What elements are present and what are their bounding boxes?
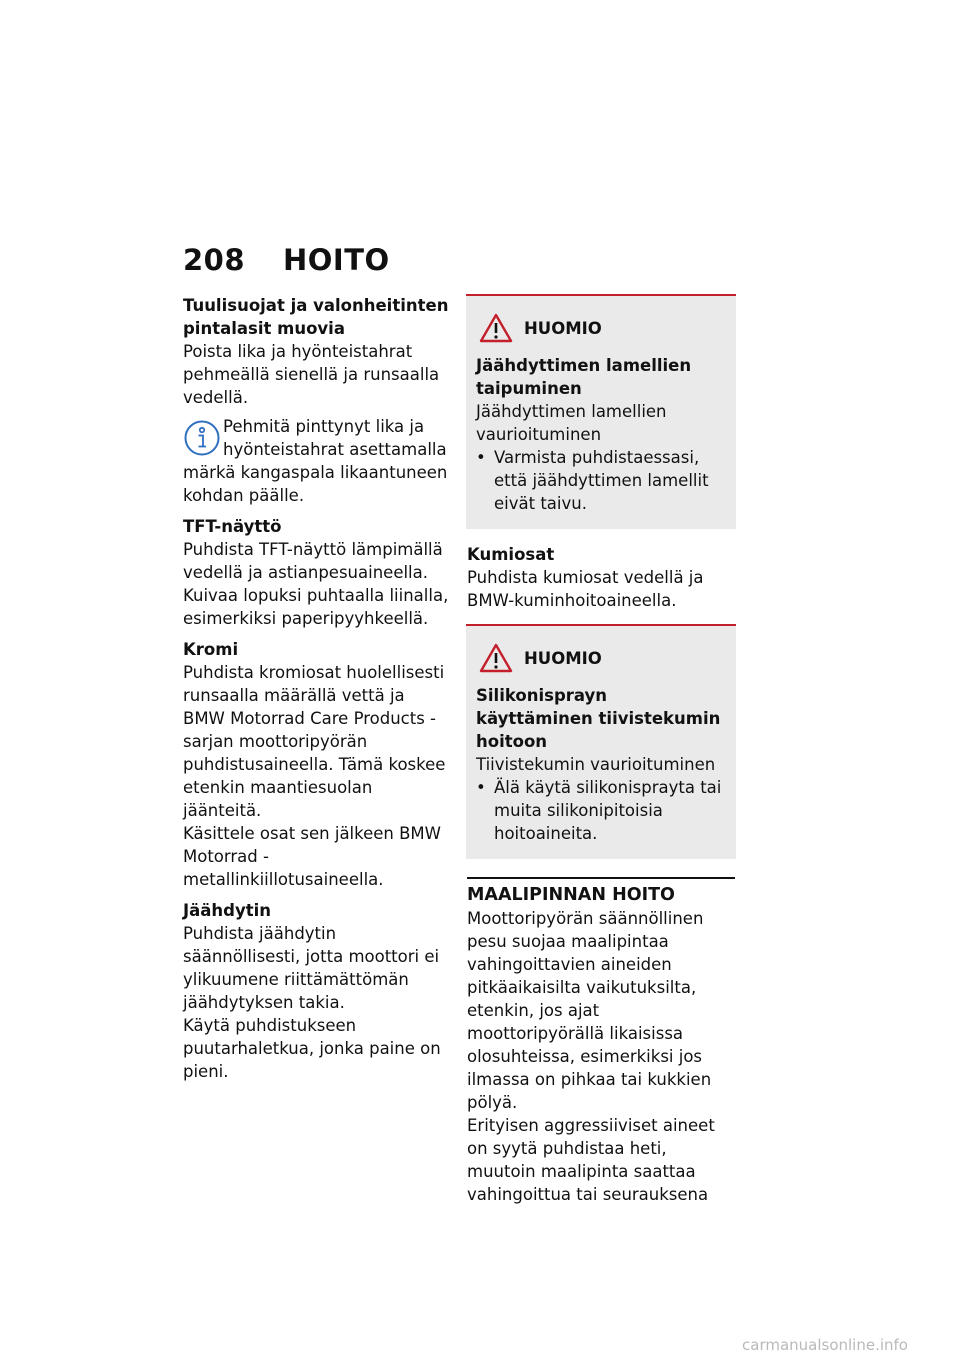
- warning-bullet-text: Varmista puhdistaessasi, että jäähdyttimen lamellit eivät taivu.: [494, 448, 709, 513]
- warning-triangle-icon: [478, 312, 514, 344]
- chrome-heading: Kromi: [183, 640, 239, 659]
- warning-label: HUOMIO: [524, 648, 602, 668]
- paint-text-2: Erityisen aggressiiviset aineet on syytä puhdistaa heti, muutoin maalipinta saattaa vahingoittua tai seurauksena: [467, 1116, 715, 1204]
- warning-subtitle: Jäähdyttimen lamellien vaurioituminen: [476, 402, 667, 444]
- paint-text: Moottoripyörän säännöllinen pesu suojaa maalipintaa vahingoittavien aineiden pitkäaikaisilta vaikutuksilta, etenkin, jos ajat moottoripyörällä likaisissa olosuhteissa, esimerkiksi jos ilmassa on pihkaa tai kukkien pölyä.: [467, 909, 712, 1112]
- info-icon: [183, 415, 223, 461]
- page-number: 208: [183, 243, 246, 277]
- bullet-dot: •: [476, 778, 486, 797]
- warning-header: [476, 312, 726, 344]
- windshield-text: Poista lika ja hyönteistahrat pehmeällä sienellä ja runsaalla vedellä.: [183, 342, 440, 407]
- warning-box-radiator: [466, 294, 736, 529]
- warning-bullet: [476, 446, 726, 515]
- warning-bullet-text: Älä käytä silikonisprayta tai muita silikonipitoisia hoitoaineita.: [494, 778, 722, 843]
- warning-triangle-icon: [478, 642, 514, 674]
- chrome-text-2: Käsittele osat sen jälkeen BMW Motorrad -metallinkiillotusaineella.: [183, 824, 441, 889]
- radiator-text: Puhdista jäähdytin säännöllisesti, jotta moottori ei ylikuumene riittämättömän jäähdytyksen takia.: [183, 924, 440, 1012]
- bullet-dot: •: [476, 448, 486, 467]
- radiator-text-2: Käytä puhdistukseen puutarhaletkua, jonka paine on pieni.: [183, 1016, 441, 1081]
- rubber-heading: Kumiosat: [467, 545, 555, 564]
- chrome-text: Puhdista kromiosat huolellisesti runsaalla määrällä vettä ja BMW Motorrad Care Products -sarjan moottoripyörän puhdistusaineella. Tämä koskee etenkin maantiesuolan jäänteitä.: [183, 663, 446, 820]
- info-text-line2: hyönteistahrat asettamalla: [223, 440, 447, 459]
- warning-title: Jäähdyttimen lamellien taipuminen: [476, 356, 692, 398]
- left-column: [183, 294, 451, 1083]
- rubber-text: Puhdista kumiosat vedellä ja BMW-kuminhoitoaineella.: [467, 568, 704, 610]
- warning-subtitle: Tiivistekumin vaurioituminen: [476, 755, 716, 774]
- right-column: [467, 294, 735, 1206]
- info-text-line1: Pehmitä pinttynyt lika ja: [223, 417, 425, 436]
- warning-box-silicone: [466, 624, 736, 859]
- info-note: [183, 415, 451, 461]
- warning-label: HUOMIO: [524, 318, 602, 338]
- page-header: [183, 243, 390, 277]
- paint-section: [467, 877, 735, 1206]
- warning-bullet: [476, 776, 726, 845]
- paint-section-heading: MAALIPINNAN HOITO: [467, 885, 675, 905]
- chapter-title: HOITO: [283, 243, 390, 277]
- tft-heading: TFT-näyttö: [183, 517, 282, 536]
- windshield-heading: Tuulisuojat ja valonheitinten pintalasit muovia: [183, 296, 449, 338]
- watermark: carmanualsonline.info: [742, 1336, 908, 1354]
- warning-header: [476, 642, 726, 674]
- tft-text: Puhdista TFT-näyttö lämpimällä vedellä ja astianpesuaineella. Kuivaa lopuksi puhtaalla liinalla, esimerkiksi paperipyyhkeellä.: [183, 540, 449, 628]
- radiator-heading: Jäähdytin: [183, 901, 272, 920]
- info-text-rest: märkä kangaspala likaantuneen kohdan päälle.: [183, 463, 448, 505]
- warning-title: Silikonisprayn käyttäminen tiivistekumin hoitoon: [476, 686, 721, 751]
